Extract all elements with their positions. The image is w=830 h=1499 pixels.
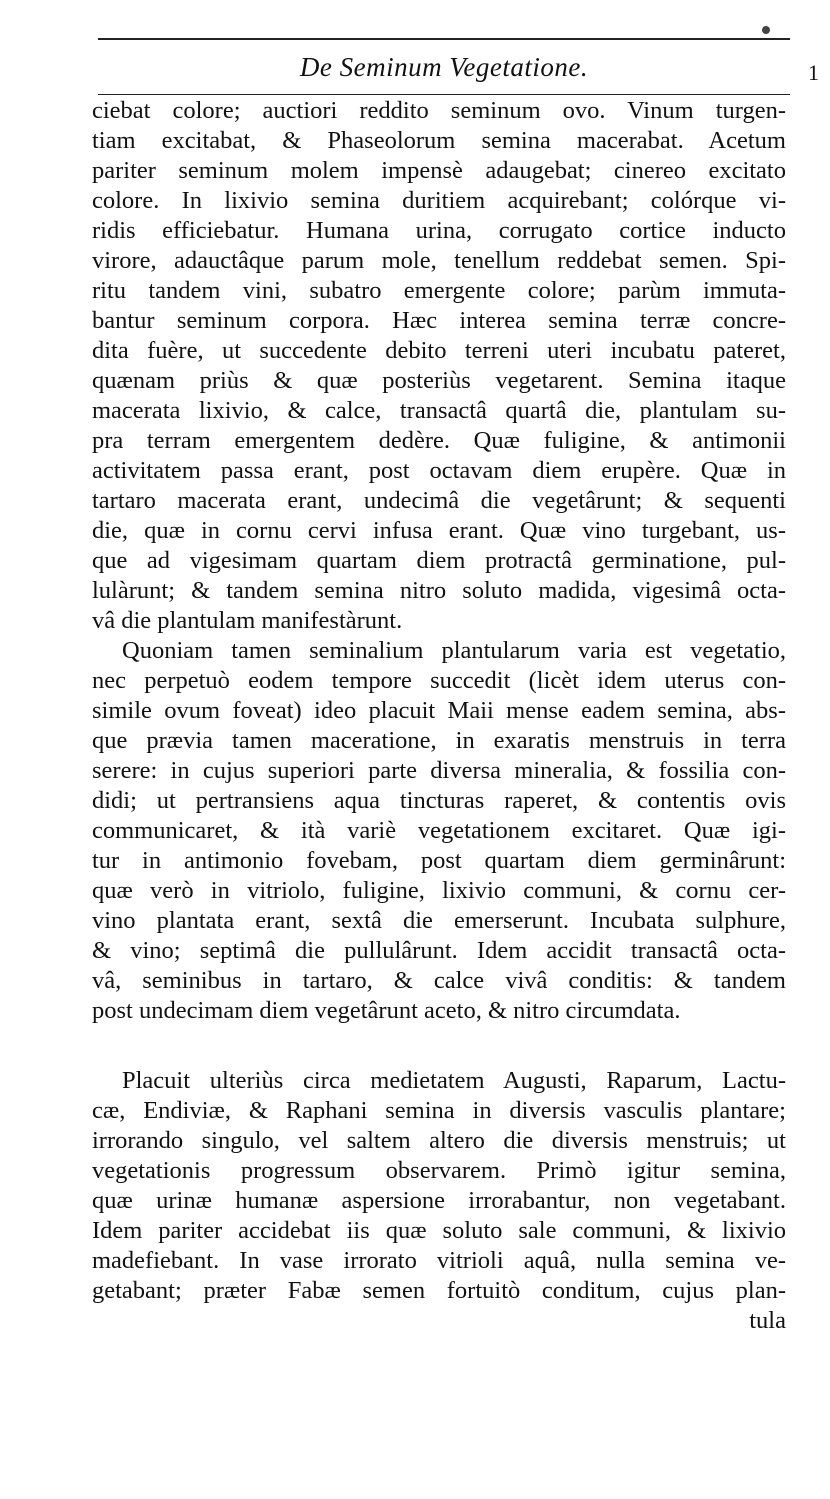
text-line: Quoniam tamen seminalium plantularum varia est vegetatio,	[122, 637, 786, 664]
text-line: ridis efficiebatur. Humana urina, corrugato cortice inducto	[92, 217, 786, 244]
paragraph	[92, 96, 786, 636]
text-line: didi; ut pertransiens aqua tincturas raperet, & contentis ovis	[92, 787, 786, 814]
text-line: colore. In lixivio semina duritiem acquirebant; colórque vi-	[92, 187, 786, 214]
text-line: post undecimam diem vegetârunt aceto, & nitro circumdata.	[92, 997, 681, 1024]
text-line: die, quæ in cornu cervi infusa erant. Quæ vino turgebant, us-	[92, 517, 786, 544]
text-line: bantur seminum corpora. Hæc interea semina terræ concre-	[92, 307, 786, 334]
paragraph	[92, 1066, 786, 1336]
text-line: pra terram emergentem dedère. Quæ fuligine, & antimonii	[92, 427, 786, 454]
header-rule-top	[98, 38, 790, 40]
catchword: tula	[749, 1307, 786, 1334]
text-line: simile ovum foveat) ideo placuit Maii mense eadem semina, abs-	[92, 697, 786, 724]
ink-speck	[762, 26, 770, 34]
text-line: vino plantata erant, sextâ die emerserunt. Incubata sulphure,	[92, 907, 786, 934]
text-line: & vino; septimâ die pullulârunt. Idem accidit transactâ octa-	[92, 937, 786, 964]
text-line: quæ urinæ humanæ aspersione irrorabantur, non vegetabant.	[92, 1187, 786, 1214]
text-line: vâ, seminibus in tartaro, & calce vivâ conditis: & tandem	[92, 967, 786, 994]
text-line: activitatem passa erant, post octavam diem erupère. Quæ in	[92, 457, 786, 484]
text-line: macerata lixivio, & calce, transactâ quartâ die, plantulam su-	[92, 397, 786, 424]
body-text	[92, 96, 786, 1336]
text-line: communicaret, & ità variè vegetationem excitaret. Quæ igi-	[92, 817, 786, 844]
text-line: que ad vigesimam quartam diem protractâ germinatione, pul-	[92, 547, 786, 574]
text-line: vâ die plantulam manifestàrunt.	[92, 607, 403, 634]
text-line: tur in antimonio fovebam, post quartam diem germinârunt:	[92, 847, 786, 874]
text-line: lulàrunt; & tandem semina nitro soluto madida, vigesimâ octa-	[92, 577, 786, 604]
text-line: dita fuère, ut succedente debito terreni uteri incubatu pateret,	[92, 337, 786, 364]
text-line: virore, adauctâque parum mole, tenellum reddebat semen. Spi-	[92, 247, 786, 274]
text-line: getabant; præter Fabæ semen fortuitò conditum, cujus plan-	[92, 1277, 786, 1304]
text-line: cæ, Endiviæ, & Raphani semina in diversis vasculis plantare;	[92, 1097, 786, 1124]
text-line: nec perpetuò eodem tempore succedit (licèt idem uterus con-	[92, 667, 786, 694]
text-line: quænam priùs & quæ posteriùs vegetarent. Semina itaque	[92, 367, 786, 394]
header-rule-bottom	[98, 94, 790, 95]
paragraph-gap	[92, 1026, 786, 1066]
text-line: que prævia tamen maceratione, in exaratis menstruis in terra	[92, 727, 786, 754]
text-line: tiam excitabat, & Phaseolorum semina macerabat. Acetum	[92, 127, 786, 154]
text-line: ritu tandem vini, subatro emergente colore; parùm immuta-	[92, 277, 786, 304]
text-line: serere: in cujus superiori parte diversa mineralia, & fossilia con-	[92, 757, 786, 784]
text-line: Idem pariter accidebat iis quæ soluto sale communi, & lixivio	[92, 1217, 786, 1244]
text-line: quæ verò in vitriolo, fuligine, lixivio communi, & cornu cer-	[92, 877, 786, 904]
text-line: vegetationis progressum observarem. Primò igitur semina,	[92, 1157, 786, 1184]
text-line: irrorando singulo, vel saltem altero die diversis menstruis; ut	[92, 1127, 786, 1154]
text-line: ciebat colore; auctiori reddito seminum ovo. Vinum turgen-	[92, 97, 786, 124]
text-line: Placuit ulteriùs circa medietatem Augusti, Raparum, Lactu-	[122, 1067, 786, 1094]
paragraph	[92, 636, 786, 1026]
page-number: 1	[808, 60, 819, 85]
running-title: De Seminum Vegetatione.	[299, 52, 589, 82]
text-line: pariter seminum molem impensè adaugebat; cinereo excitato	[92, 157, 786, 184]
text-line: madefiebant. In vase irrorato vitrioli aquâ, nulla semina ve-	[92, 1247, 786, 1274]
text-line: tartaro macerata erant, undecimâ die vegetârunt; & sequenti	[92, 487, 786, 514]
